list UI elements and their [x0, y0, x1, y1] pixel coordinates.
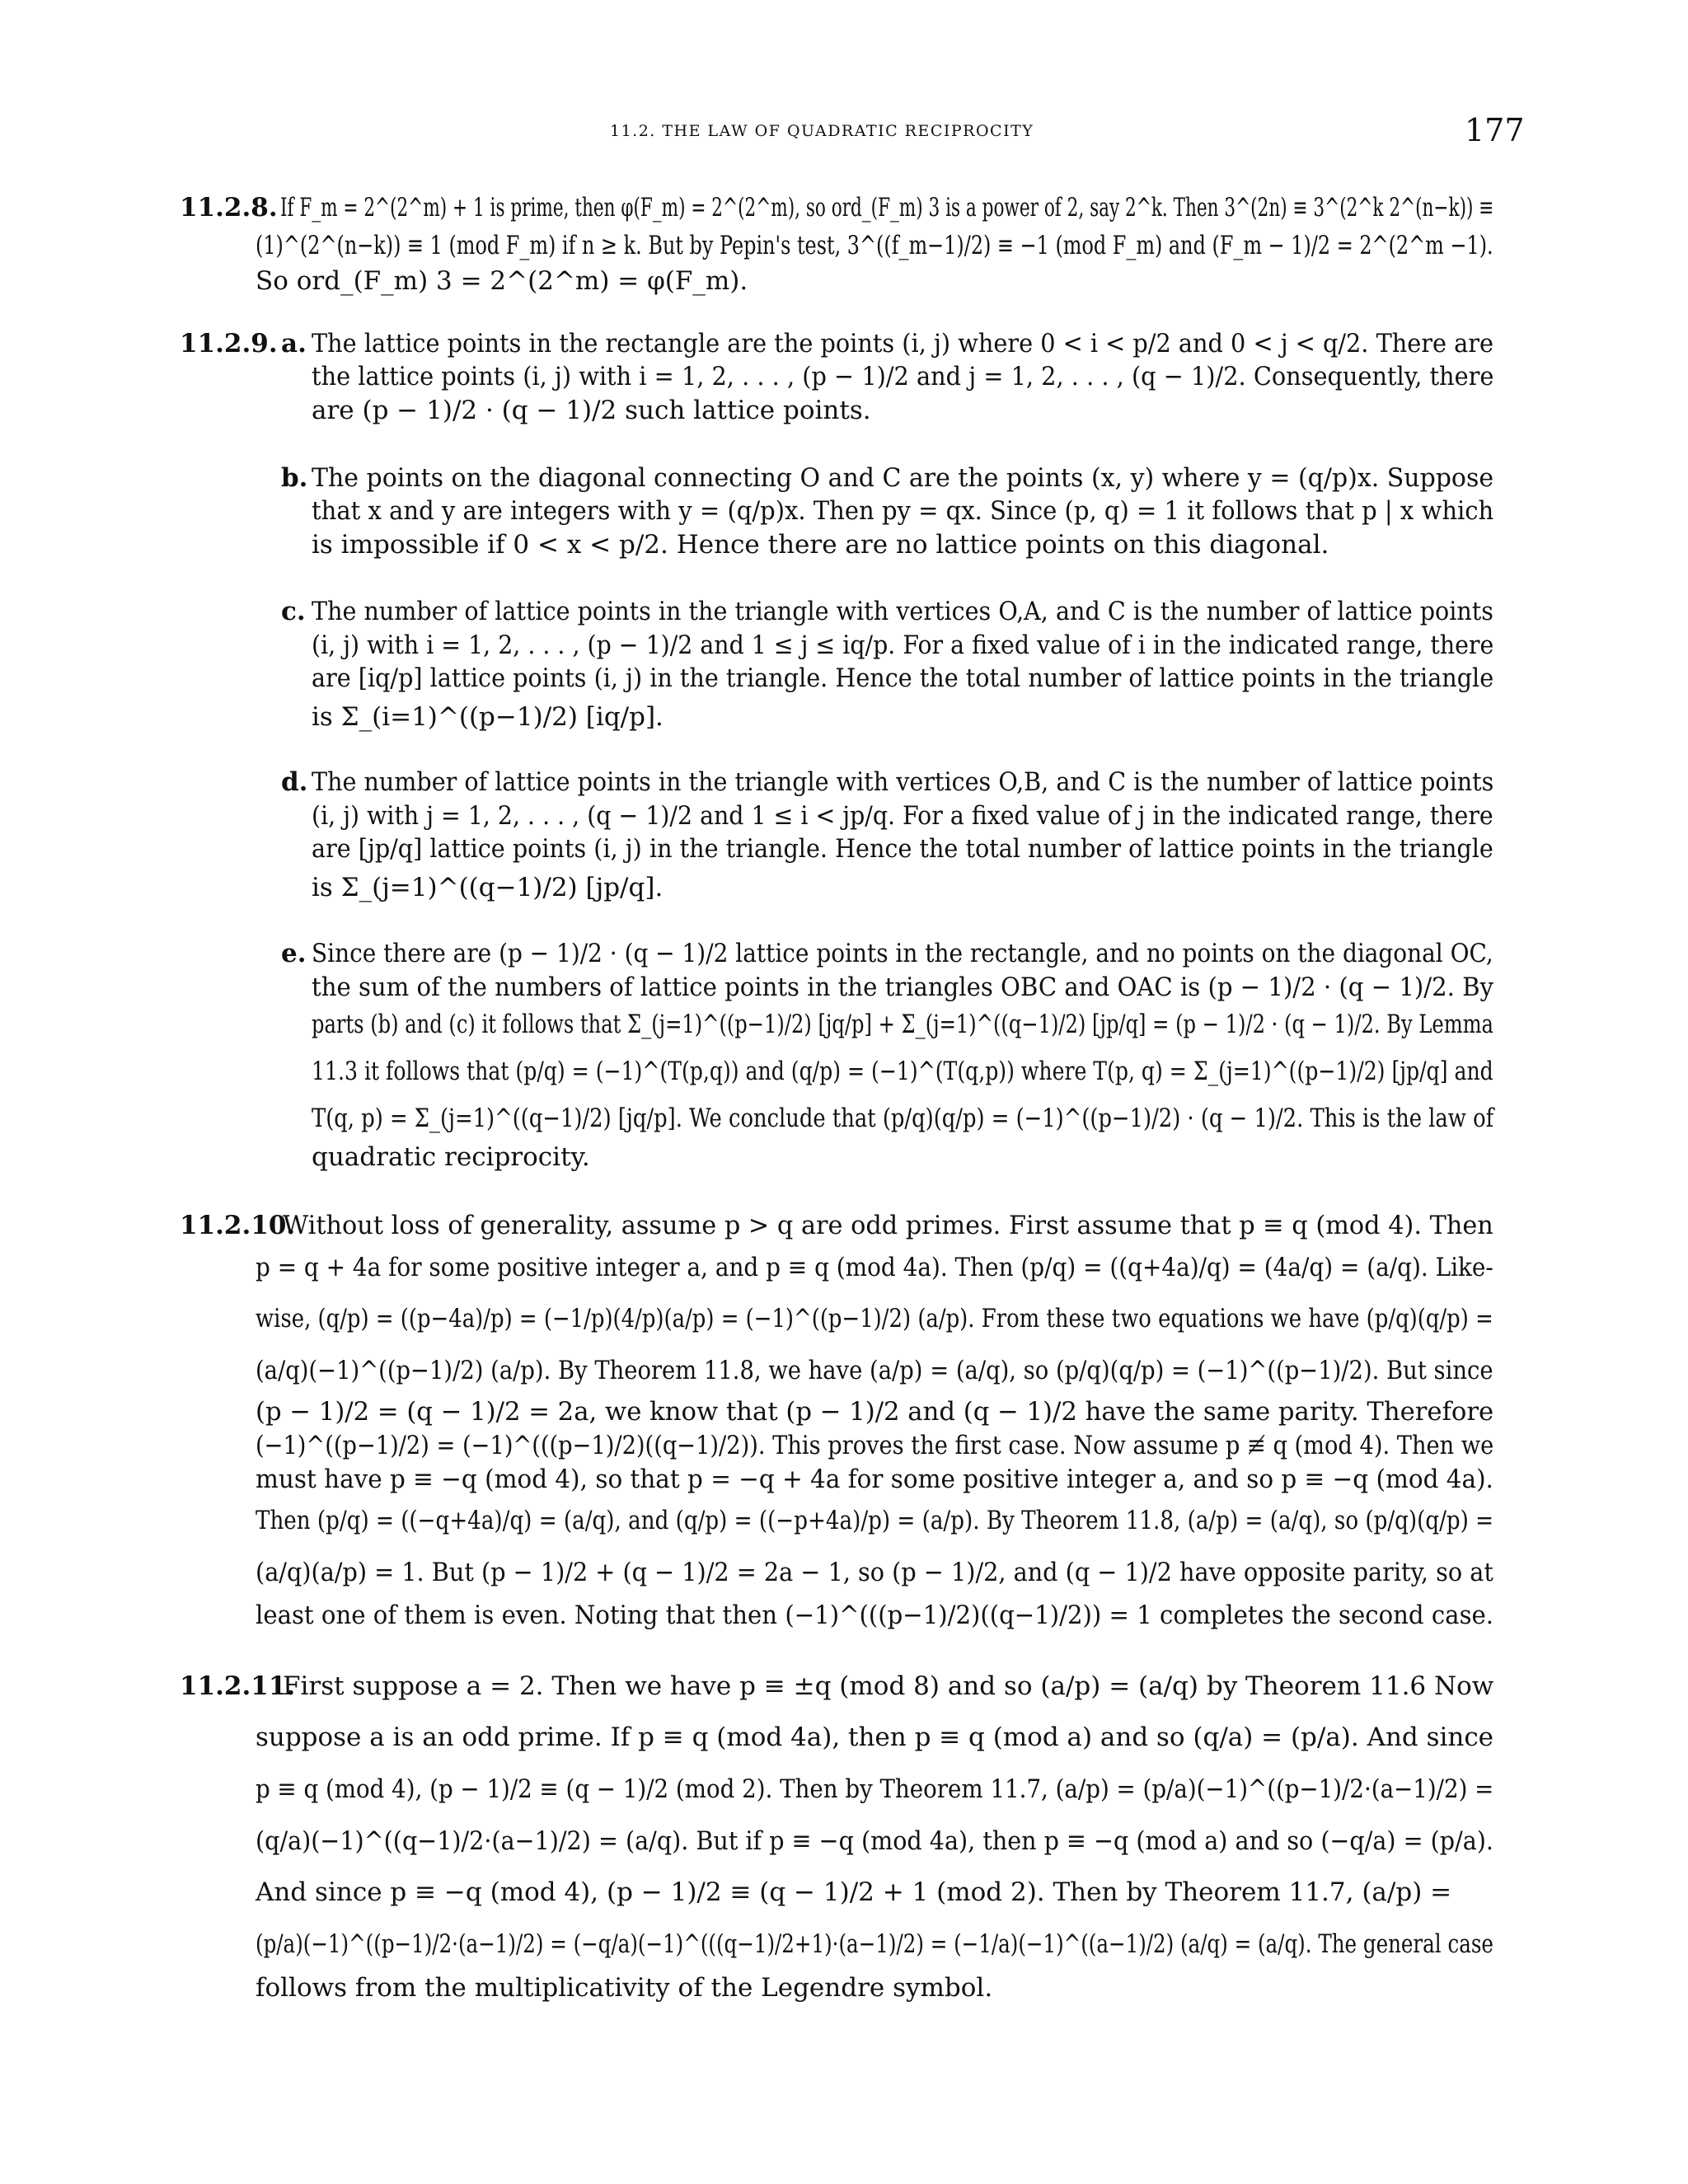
text-line: The number of lattice points in the triangle with vertices O,A, and C is the number of lattice points	[312, 597, 1493, 626]
text-line: p ≡ q (mod 4), (p − 1)/2 ≡ (q − 1)/2 (mod 2). Then by Theorem 11.7, (a/p) = (p/a)(−1)^((p−1)/2·(a−1)/2) =	[256, 1774, 1494, 1804]
text-line: are (p − 1)/2 · (q − 1)/2 such lattice points.	[312, 396, 871, 425]
text-line: the sum of the numbers of lattice points in the triangles OBC and OAC is (p − 1)/2 · (q − 1)/2. By	[312, 972, 1494, 1002]
part-label-c: c.	[281, 597, 306, 626]
text-line: that x and y are integers with y = (q/p)x. Then py = qx. Since (p, q) = 1 it follows that p | x which	[312, 496, 1494, 526]
text-line: quadratic reciprocity.	[312, 1142, 590, 1172]
text-line: the lattice points (i, j) with i = 1, 2, . . . , (p − 1)/2 and j = 1, 2, . . . , (q − 1)/2. Consequently, there	[312, 362, 1494, 391]
text-line: If F_m = 2^(2^m) + 1 is prime, then φ(F_m) = 2^(2^m), so ord_(F_m) 3 is a power of 2, say 2^k. Then 3^(2n) ≡ 3^(2^k 2^(n−k)) ≡	[280, 193, 1494, 223]
text-line: (i, j) with j = 1, 2, . . . , (q − 1)/2 and 1 ≤ i < jp/q. For a fixed value of j in the indicated range, there	[312, 801, 1493, 831]
text-line: The lattice points in the rectangle are the points (i, j) where 0 < i < p/2 and 0 < j < q/2. There are	[312, 329, 1494, 359]
text-line: So ord_(F_m) 3 = 2^(2^m) = φ(F_m).	[256, 266, 748, 296]
text-line: is Σ_(j=1)^((q−1)/2) [jp/q].	[312, 873, 663, 902]
text-line: is Σ_(i=1)^((p−1)/2) [iq/p].	[312, 702, 663, 732]
text-line: (−1)^((p−1)/2) = (−1)^(((p−1)/2)((q−1)/2)). This proves the first case. Now assume p ≢ q (mod 4). Then we	[256, 1431, 1494, 1460]
text-line: The points on the diagonal connecting O and C are the points (x, y) where y = (q/p)x. Suppose	[312, 463, 1494, 493]
text-line: First suppose a = 2. Then we have p ≡ ±q (mod 8) and so (a/p) = (a/q) by Theorem 11.6 Now	[283, 1671, 1494, 1701]
text-line: parts (b) and (c) it follows that Σ_(j=1)^((p−1)/2) [jq/p] + Σ_(j=1)^((q−1)/2) [jp/q] = (p − 1)/2 · (q − 1)/2. By Lemma	[312, 1010, 1493, 1039]
page-number: 177	[1465, 112, 1525, 148]
part-label-b: b.	[281, 463, 308, 493]
text-line: (a/q)(−1)^((p−1)/2) (a/p). By Theorem 11.8, we have (a/p) = (a/q), so (p/q)(q/p) = (−1)^((p−1)/2). But since	[256, 1356, 1493, 1385]
running-head: 11.2. THE LAW OF QUADRATIC RECIPROCITY	[610, 122, 1034, 140]
text-line: (p/a)(−1)^((p−1)/2·(a−1)/2) = (−q/a)(−1)^(((q−1)/2+1)·(a−1)/2) = (−1/a)(−1)^((a−1)/2) (a/q) = (a/q). The general case	[256, 1929, 1493, 1959]
text-line: wise, (q/p) = ((p−4a)/p) = (−1/p)(4/p)(a/p) = (−1)^((p−1)/2) (a/p). From these two equations we have (p/q)(q/p) =	[256, 1304, 1493, 1333]
text-line: are [iq/p] lattice points (i, j) in the triangle. Hence the total number of lattice points in the triangle	[312, 663, 1494, 693]
text-line: (p − 1)/2 = (q − 1)/2 = 2a, we know that (p − 1)/2 and (q − 1)/2 have the same parity. Therefore	[256, 1397, 1494, 1427]
solution-label: 11.2.8.	[180, 193, 278, 223]
text-line: And since p ≡ −q (mod 4), (p − 1)/2 ≡ (q − 1)/2 + 1 (mod 2). Then by Theorem 11.7, (a/p) =	[256, 1877, 1452, 1907]
text-line: Then (p/q) = ((−q+4a)/q) = (a/q), and (q/p) = ((−p+4a)/p) = (a/p). By Theorem 11.8, (a/p) = (a/q), so (p/q)(q/p) =	[256, 1506, 1494, 1535]
text-line: The number of lattice points in the triangle with vertices O,B, and C is the number of lattice points	[312, 767, 1494, 797]
text-line: is impossible if 0 < x < p/2. Hence there are no lattice points on this diagonal.	[312, 530, 1329, 560]
text-line: suppose a is an odd prime. If p ≡ q (mod 4a), then p ≡ q (mod a) and so (q/a) = (p/a). And since	[256, 1722, 1494, 1752]
text-line: (q/a)(−1)^((q−1)/2·(a−1)/2) = (a/q). But if p ≡ −q (mod 4a), then p ≡ −q (mod a) and so (−q/a) = (p/a).	[256, 1826, 1494, 1856]
text-line: least one of them is even. Noting that then (−1)^(((p−1)/2)((q−1)/2)) = 1 completes the second case.	[256, 1601, 1494, 1630]
text-line: Without loss of generality, assume p > q are odd primes. First assume that p ≡ q (mod 4). Then	[283, 1211, 1493, 1240]
part-label-a: a.	[281, 329, 307, 359]
part-label-d: d.	[281, 767, 308, 797]
solution-label: 11.2.11.	[180, 1671, 296, 1701]
text-line: Since there are (p − 1)/2 · (q − 1)/2 lattice points in the rectangle, and no points on the diagonal OC,	[312, 939, 1493, 968]
text-line: (a/q)(a/p) = 1. But (p − 1)/2 + (q − 1)/2 = 2a − 1, so (p − 1)/2, and (q − 1)/2 have opposite parity, so at	[256, 1558, 1493, 1587]
text-line: must have p ≡ −q (mod 4), so that p = −q + 4a for some positive integer a, and so p ≡ −q (mod 4a).	[256, 1465, 1493, 1494]
solution-label: 11.2.9.	[180, 329, 278, 359]
text-line: (i, j) with i = 1, 2, . . . , (p − 1)/2 and 1 ≤ j ≤ iq/p. For a fixed value of i in the indicated range, there	[312, 630, 1494, 660]
text-line: T(q, p) = Σ_(j=1)^((q−1)/2) [jq/p]. We conclude that (p/q)(q/p) = (−1)^((p−1)/2) · (q − 1)/2. This is the law of	[312, 1104, 1494, 1133]
text-line: follows from the multiplicativity of the Legendre symbol.	[256, 1973, 993, 2003]
text-line: are [jp/q] lattice points (i, j) in the triangle. Hence the total number of lattice points in the triangle	[312, 834, 1493, 864]
text-line: (1)^(2^(n−k)) ≡ 1 (mod F_m) if n ≥ k. But by Pepin's test, 3^((f_m−1)/2) ≡ −1 (mod F_m) and (F_m − 1)/2 = 2^(2^m −1).	[256, 231, 1493, 260]
part-label-e: e.	[281, 939, 307, 968]
text-line: 11.3 it follows that (p/q) = (−1)^(T(p,q)) and (q/p) = (−1)^(T(q,p)) where T(p, q) = Σ_(j=1)^((p−1)/2) [jp/q] and	[312, 1057, 1493, 1086]
solution-label: 11.2.10.	[180, 1211, 296, 1240]
text-line: p = q + 4a for some positive integer a, and p ≡ q (mod 4a). Then (p/q) = ((q+4a)/q) = (4a/q) = (a/q). Like-	[256, 1253, 1493, 1282]
